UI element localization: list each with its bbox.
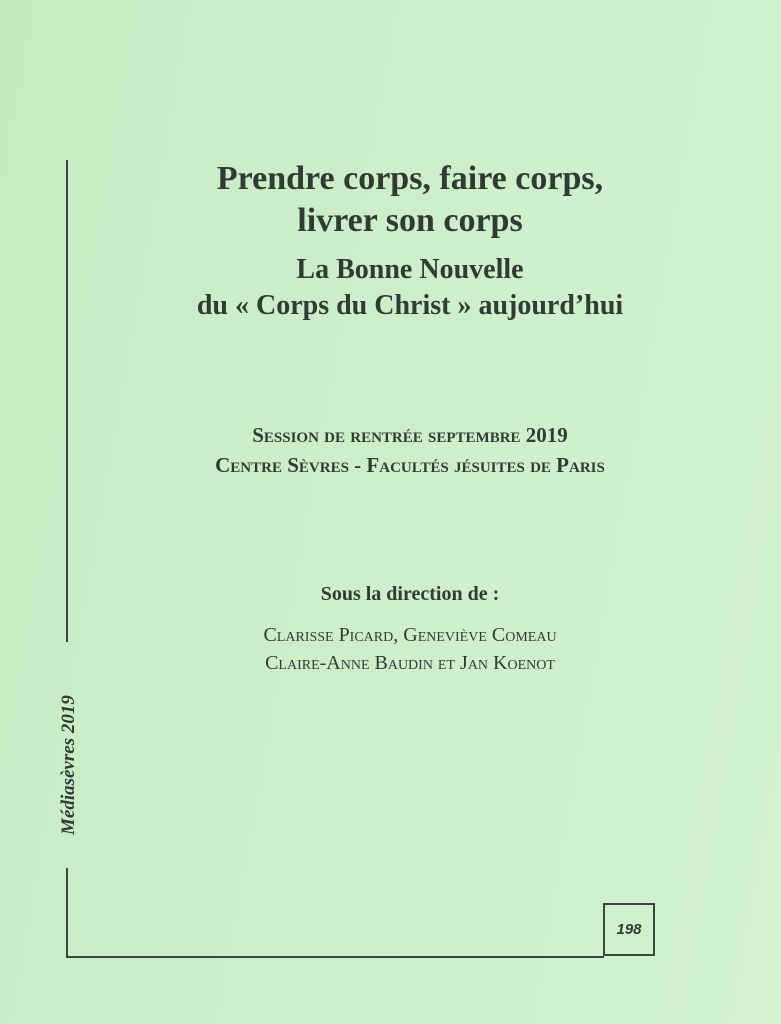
direction-label: Sous la direction de : <box>320 583 500 605</box>
subtitle-line-2: du « Corps du Christ » aujourd’hui <box>196 290 624 321</box>
subtitle-line-1: La Bonne Nouvelle <box>296 254 524 285</box>
authors-text-2: Claire-Anne Baudin et Jan Koenot <box>265 652 555 674</box>
title-line-1: Prendre corps, faire corps, <box>216 160 604 197</box>
title-line-2: livrer son corps <box>297 202 523 239</box>
authors-line-1 <box>120 620 700 650</box>
authors-line-2 <box>120 648 700 678</box>
series-label: Médiasèvres 2019 <box>58 695 79 835</box>
session-line-1: Session de rentrée septembre 2019 <box>252 423 568 447</box>
vertical-rule-top <box>66 160 68 642</box>
session-line-2: Centre Sèvres - Facultés jésuites de Paris <box>215 453 605 477</box>
issue-number: 198 <box>616 921 642 938</box>
issue-number-box <box>603 903 655 956</box>
horizontal-rule-bottom <box>66 956 604 958</box>
authors-text-1: Clarisse Picard, Geneviève Comeau <box>263 624 557 646</box>
vertical-rule-bottom <box>66 868 68 958</box>
